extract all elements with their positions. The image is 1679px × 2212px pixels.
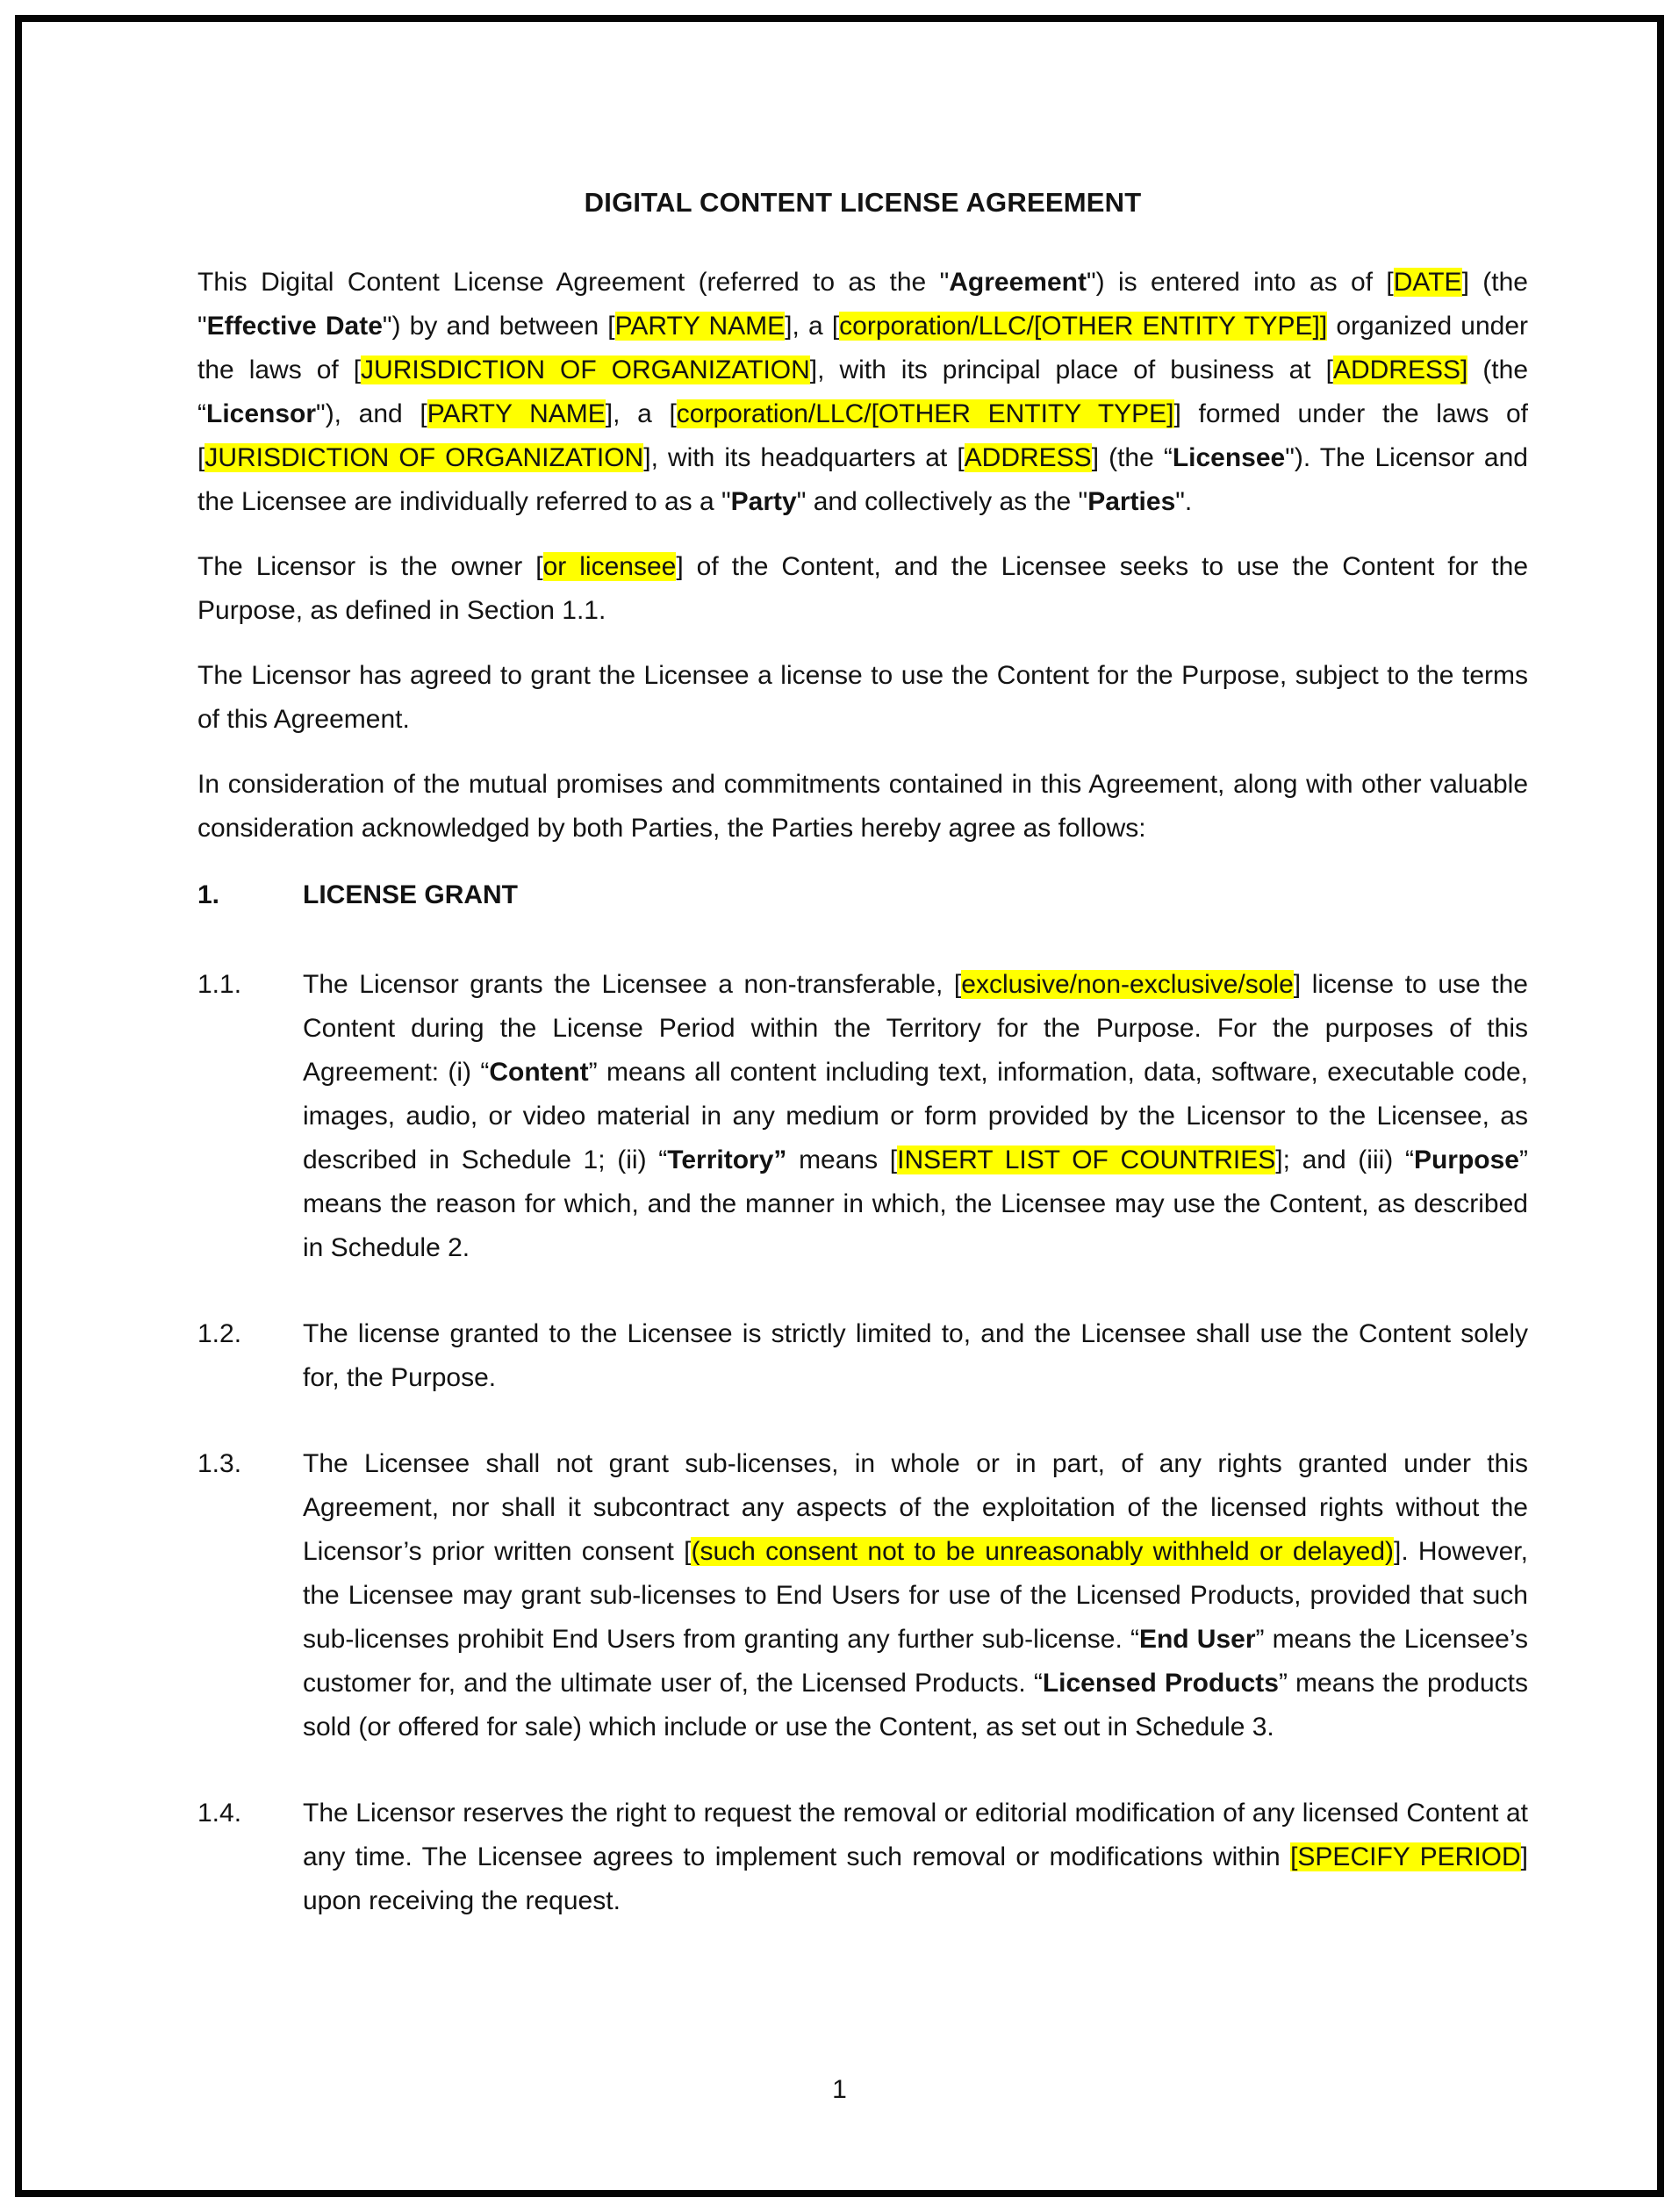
bold-term: End User	[1138, 1625, 1256, 1654]
clause-text	[303, 1792, 1528, 1923]
text-run: ” means the products sold (or offered for sale) which include or use the Content, as set out in Schedule 3.	[303, 1669, 1529, 1742]
text-run: "), and [	[316, 399, 427, 428]
bold-term: Content	[489, 1058, 589, 1087]
text-run: In consideration of the mutual promises and commitments contained in this Agreement, along with other valuable consideration acknowledged by both Parties, the Parties hereby agree as follows:	[197, 770, 1528, 843]
text-run: The Licensor grants the Licensee a non-transferable, [	[303, 970, 962, 999]
document-title: DIGITAL CONTENT LICENSE AGREEMENT	[584, 187, 1142, 218]
highlighted-placeholder: [SPECIFY PERIOD	[1290, 1842, 1521, 1871]
text-run: " and collectively as the "	[796, 487, 1088, 516]
page-content	[197, 185, 1528, 1965]
highlighted-placeholder: corporation/LLC/[OTHER ENTITY TYPE]	[676, 399, 1174, 428]
text-run: ") is entered into as of [	[1086, 268, 1394, 297]
clause-number: 1.4.	[197, 1799, 242, 1828]
text-run: ], with its principal place of business at [	[809, 356, 1333, 384]
clause-number: 1.1.	[197, 970, 242, 999]
clause-text	[303, 1312, 1528, 1400]
text-run: ] of the Content, and the Licensee seeks to use the Content for the Purpose, as defined in Section 1.1.	[197, 552, 1529, 625]
page-border	[15, 15, 1664, 2197]
clause-number: 1.3.	[197, 1449, 242, 1478]
text-run: ] license to use the Content during the License Period within the Territory for the Purpose. For the purposes of this Agreement: (i) “	[303, 970, 1528, 1087]
text-run: (the “	[197, 356, 1529, 428]
highlighted-placeholder: PARTY NAME	[427, 399, 606, 428]
numbered-clause	[197, 963, 1528, 1270]
page-number: 1	[832, 2075, 847, 2104]
bold-term: Territory”	[667, 1146, 787, 1174]
paragraph	[197, 545, 1528, 633]
clause-number: 1.	[197, 880, 220, 909]
text-run: The license granted to the Licensee is strictly limited to, and the Licensee shall use the Content solely for, the Purpose.	[303, 1319, 1528, 1392]
highlighted-placeholder: ADDRESS]	[1332, 356, 1468, 384]
highlighted-placeholder: JURISDICTION OF ORGANIZATION	[204, 443, 644, 472]
paragraph	[197, 763, 1528, 851]
clause-text	[303, 873, 1528, 917]
highlighted-placeholder: JURISDICTION OF ORGANIZATION	[361, 356, 810, 384]
numbered-clause	[197, 1312, 1528, 1400]
bold-term: Licensor	[206, 399, 317, 428]
document-body	[197, 261, 1528, 1923]
text-run: ” means the Licensee’s customer for, and the ultimate user of, the Licensed Products. “	[303, 1625, 1528, 1698]
text-run: The Licensee shall not grant sub-licenses, in whole or in part, of any rights granted under this Agreement, nor shall it subcontract any aspects of the exploitation of the licensed rights without the Licensor’s prior written consent [	[303, 1449, 1528, 1566]
clause-text	[303, 963, 1528, 1270]
text-run: ] upon receiving the request.	[303, 1842, 1528, 1915]
highlighted-placeholder: exclusive/non-exclusive/sole	[961, 970, 1294, 999]
text-run: ” means the reason for which, and the manner in which, the Licensee may use the Content, as described in Schedule 2.	[303, 1146, 1528, 1262]
text-run: ], a [	[785, 312, 840, 341]
text-run: ] (the "	[197, 268, 1528, 341]
highlighted-placeholder: (such consent not to be unreasonably withheld or delayed)	[691, 1537, 1394, 1566]
bold-term: Licensee	[1172, 443, 1286, 472]
paragraph	[197, 261, 1528, 524]
numbered-clause	[197, 1792, 1528, 1923]
text-run: ]; and (iii) “	[1275, 1146, 1414, 1174]
text-run: ] (the “	[1091, 443, 1173, 472]
bold-term: LICENSE GRANT	[303, 880, 519, 909]
text-run: This Digital Content License Agreement (referred to as the "	[197, 268, 950, 297]
bold-term: Licensed Products	[1042, 1669, 1279, 1698]
clause-number: 1.2.	[197, 1319, 242, 1348]
text-run: ]. However, the Licensee may grant sub-licenses to End Users for use of the Licensed Products, provided that such sub-licenses prohibit End Users from granting any further sub-license. “	[303, 1537, 1528, 1654]
text-run: ], a [	[605, 399, 677, 428]
highlighted-placeholder: INSERT LIST OF COUNTRIES	[897, 1146, 1276, 1174]
highlighted-placeholder: ADDRESS	[964, 443, 1092, 472]
text-run: means [	[786, 1146, 898, 1174]
text-run: The Licensor reserves the right to request the removal or editorial modification of any licensed Content at any time. The Licensee agrees to implement such removal or modifications within	[303, 1799, 1528, 1871]
numbered-clause	[197, 1442, 1528, 1749]
section-heading	[197, 873, 1528, 917]
text-run: The Licensor has agreed to grant the Licensee a license to use the Content for the Purpose, subject to the terms of this Agreement.	[197, 661, 1528, 734]
bold-term: Purpose	[1413, 1146, 1519, 1174]
highlighted-placeholder: DATE	[1393, 268, 1462, 297]
text-run: organized under the laws of [	[197, 312, 1529, 384]
text-run: ") by and between [	[382, 312, 615, 341]
highlighted-placeholder: corporation/LLC/[OTHER ENTITY TYPE]]	[839, 312, 1328, 341]
bold-term: Parties	[1087, 487, 1176, 516]
text-run: ".	[1175, 487, 1193, 516]
paragraph	[197, 654, 1528, 742]
bold-term: Party	[730, 487, 797, 516]
highlighted-placeholder: PARTY NAME	[614, 312, 786, 341]
bold-term: Effective Date	[206, 312, 383, 341]
text-run: "). The Licensor and the Licensee are individually referred to as a "	[197, 443, 1528, 516]
text-run: ” means all content including text, information, data, software, executable code, images, audio, or video material in any medium or form provided by the Licensor to the Licensee, as described in Schedule 1; (ii) “	[303, 1058, 1528, 1174]
clause-text	[303, 1442, 1528, 1749]
text-run: ] formed under the laws of [	[197, 399, 1528, 472]
bold-term: Agreement	[949, 268, 1087, 297]
highlighted-placeholder: or licensee	[542, 552, 677, 581]
text-run: The Licensor is the owner [	[197, 552, 543, 581]
text-run: ], with its headquarters at [	[643, 443, 965, 472]
